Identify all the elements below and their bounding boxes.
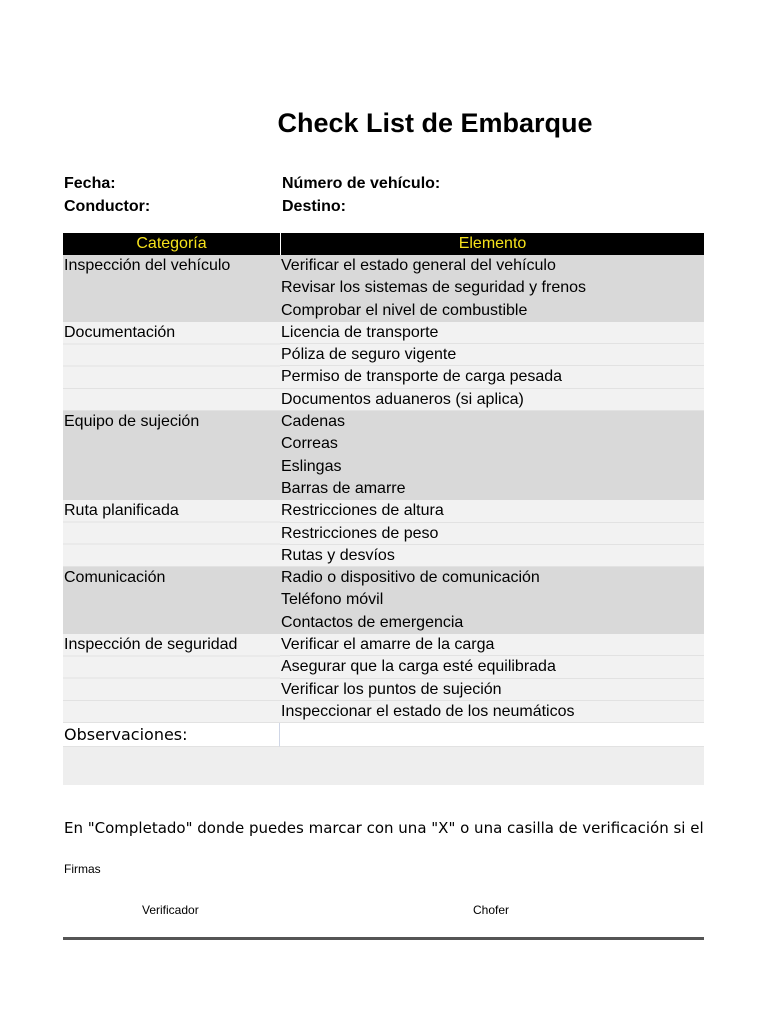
category-cell: Ruta planificada (63, 500, 280, 567)
item-list (280, 411, 704, 500)
table-row: Verificar los puntos de sujeción (280, 679, 704, 701)
table-row: Rutas y desvíos (280, 545, 704, 567)
table-row: Permiso de transporte de carga pesada (280, 366, 704, 388)
table-row: Restricciones de altura (280, 500, 704, 522)
table-row: Eslingas (281, 457, 342, 475)
table-row: Inspeccionar el estado de los neumáticos (280, 701, 704, 723)
observaciones-area[interactable] (63, 747, 704, 785)
page-title: Check List de Embarque (277, 108, 593, 138)
destino-label: Destino: (282, 198, 346, 215)
table-row: Asegurar que la carga esté equilibrada (280, 656, 704, 678)
table-group (63, 500, 704, 567)
item-list (280, 567, 704, 634)
table-group (63, 322, 704, 411)
table-row: Correas (281, 435, 338, 453)
checklist-table (63, 233, 704, 785)
table-row: Restricciones de peso (280, 523, 704, 545)
category-cell: Documentación (63, 322, 280, 411)
column-header-categoria: Categoría (63, 233, 281, 255)
table-row: Comprobar el nivel de combustible (281, 301, 528, 319)
chofer-label: Chofer (473, 903, 510, 917)
table-row: Revisar los sistemas de seguridad y frenos (281, 279, 587, 297)
category-cell: Inspección de seguridad (63, 634, 280, 723)
table-row: Teléfono móvil (281, 591, 384, 609)
category-cell: Equipo de sujeción (64, 413, 200, 431)
table-row: Contactos de emergencia (281, 613, 464, 631)
column-header-elemento: Elemento (458, 235, 527, 252)
table-body (63, 255, 704, 723)
table-group (63, 634, 704, 723)
table-header (63, 233, 704, 255)
item-list (280, 634, 704, 723)
verificador-label: Verificador (142, 903, 199, 917)
table-group (63, 255, 704, 322)
category-cell: Inspección del vehículo (64, 257, 231, 274)
table-row: Verificar el estado general del vehículo (281, 257, 556, 274)
observaciones-cell[interactable] (280, 723, 704, 747)
signature-line (63, 937, 704, 940)
table-row: Cadenas (281, 413, 346, 431)
observaciones-row (63, 723, 704, 747)
observaciones-label: Observaciones: (63, 723, 280, 747)
fecha-label: Fecha: (64, 175, 116, 192)
item-list (280, 500, 704, 567)
item-list (280, 255, 704, 322)
firmas-label: Firmas (64, 862, 101, 876)
table-row: Radio o dispositivo de comunicación (281, 569, 540, 587)
table-row: Verificar el amarre de la carga (280, 634, 704, 656)
table-row: Documentos aduaneros (si aplica) (280, 389, 704, 411)
table-row: Póliza de seguro vigente (280, 344, 704, 366)
item-list (280, 322, 704, 411)
table-row: Licencia de transporte (280, 322, 704, 344)
conductor-label: Conductor: (64, 198, 151, 215)
table-group (63, 567, 704, 634)
table-row: Barras de amarre (281, 479, 406, 497)
category-cell: Comunicación (64, 569, 166, 587)
table-group (63, 411, 704, 500)
numero-vehiculo-label: Número de vehículo: (282, 175, 441, 192)
completado-note: En "Completado" donde puedes marcar con una "X" o una casilla de verificación si el (64, 819, 704, 837)
